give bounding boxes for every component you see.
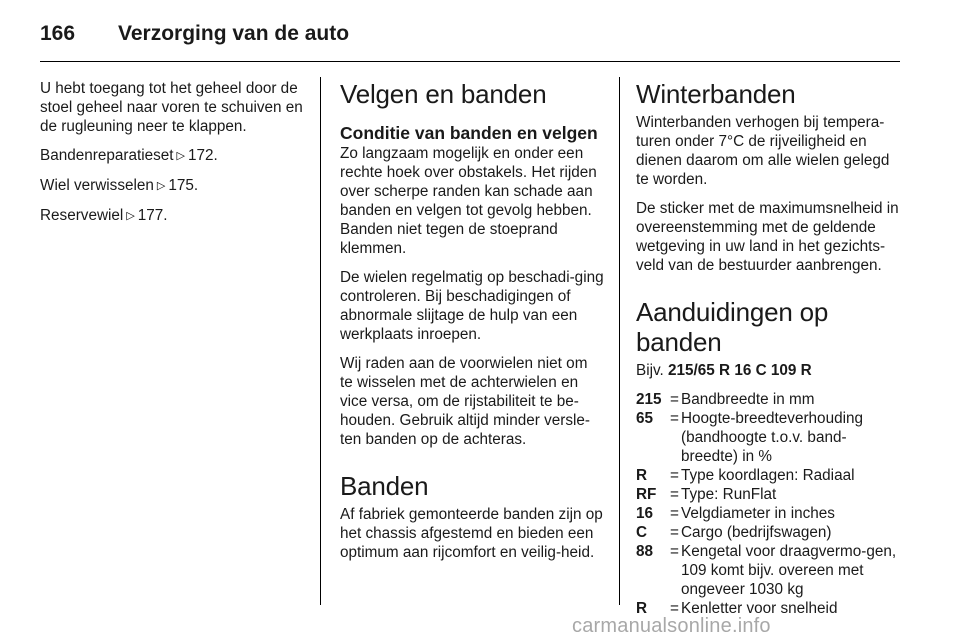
triangle-arrow-icon: ▷ — [126, 210, 135, 222]
cross-reference[interactable]: Wiel verwisselen ▷ 175. — [40, 177, 199, 194]
cross-reference[interactable]: Bandenreparatieset ▷ 172. — [40, 147, 218, 164]
column-right — [636, 79, 902, 618]
watermark: carmanualsonline.info — [572, 615, 771, 637]
column-left — [40, 79, 308, 236]
list-item: R = Type koordlagen: Radiaal — [636, 467, 855, 484]
body-paragraph: Wij raden aan de voorwielen niet om te wisselen met de achterwielen en vice versa, om de rijstabiliteit te be-houden. Gebruik altijd minder versle-ten banden op de achteras. — [340, 355, 590, 448]
section-heading: Aanduidingen op banden — [636, 297, 829, 357]
column-divider-1 — [320, 77, 321, 605]
tyre-example: Bijv. 215/65 R 16 C 109 R — [636, 362, 812, 379]
cross-reference[interactable]: Reservewiel ▷ 177. — [40, 207, 168, 224]
section-heading: Winterbanden — [636, 79, 796, 109]
body-paragraph: Winterbanden verhogen bij tempera-turen onder 7°C de rijveiligheid en dienen daarom om alle wielen gelegd te worden. — [636, 114, 890, 188]
triangle-arrow-icon: ▷ — [156, 180, 166, 192]
body-paragraph: Af fabriek gemonteerde banden zijn op het chassis afgestemd en bieden een optimum aan rijcomfort en veilig-heid. — [340, 506, 603, 561]
list-item: R = Kenletter voor snelheid — [636, 600, 838, 617]
tyre-example-code: 215/65 R 16 C 109 R — [668, 362, 812, 379]
list-item: 88 = Kengetal voor draagvermo-gen, 109 komt bijv. overeen met ongeveer 1030 kg — [636, 543, 897, 598]
page-header — [40, 14, 349, 54]
tyre-code-list — [636, 390, 902, 618]
subsection-heading: Conditie van banden en velgen — [340, 123, 598, 143]
running-title: Verzorging van de auto — [118, 22, 350, 45]
list-item: 215 = Bandbreedte in mm — [636, 391, 815, 408]
list-item: 16 = Velgdiameter in inches — [636, 505, 835, 522]
list-item: RF = Type: RunFlat — [636, 486, 777, 503]
list-item: 65 = Hoogte-breedteverhouding (bandhoogte t.o.v. band-breedte) in % — [636, 410, 863, 465]
section-heading: Banden — [340, 471, 429, 501]
header-rule — [40, 61, 900, 62]
column-middle — [340, 79, 604, 572]
body-paragraph: Zo langzaam mogelijk en onder een rechte hoek over obstakels. Het rijden over scherpe randen kan schade aan banden en velgen tot gevolg hebben. Banden niet tegen de stoeprand klemmen. — [340, 145, 597, 257]
triangle-arrow-icon: ▷ — [176, 150, 185, 162]
body-paragraph: De sticker met de maximumsnelheid in overeenstemming met de geldende wetgeving in uw land in het gezichts-veld van de bestuurder aanbrengen. — [636, 200, 899, 274]
body-paragraph: De wielen regelmatig op beschadi-ging controleren. Bij beschadigingen of abnormale slijtage de hulp van een werkplaats inroepen. — [340, 269, 604, 343]
column-divider-2 — [619, 77, 620, 605]
intro-paragraph: U hebt toegang tot het geheel door de stoel geheel naar voren te schuiven en de rugleuning neer te klappen. — [40, 80, 303, 135]
section-heading: Velgen en banden — [340, 79, 547, 109]
list-item: C = Cargo (bedrijfswagen) — [636, 524, 832, 541]
page-number: 166 — [40, 22, 76, 45]
